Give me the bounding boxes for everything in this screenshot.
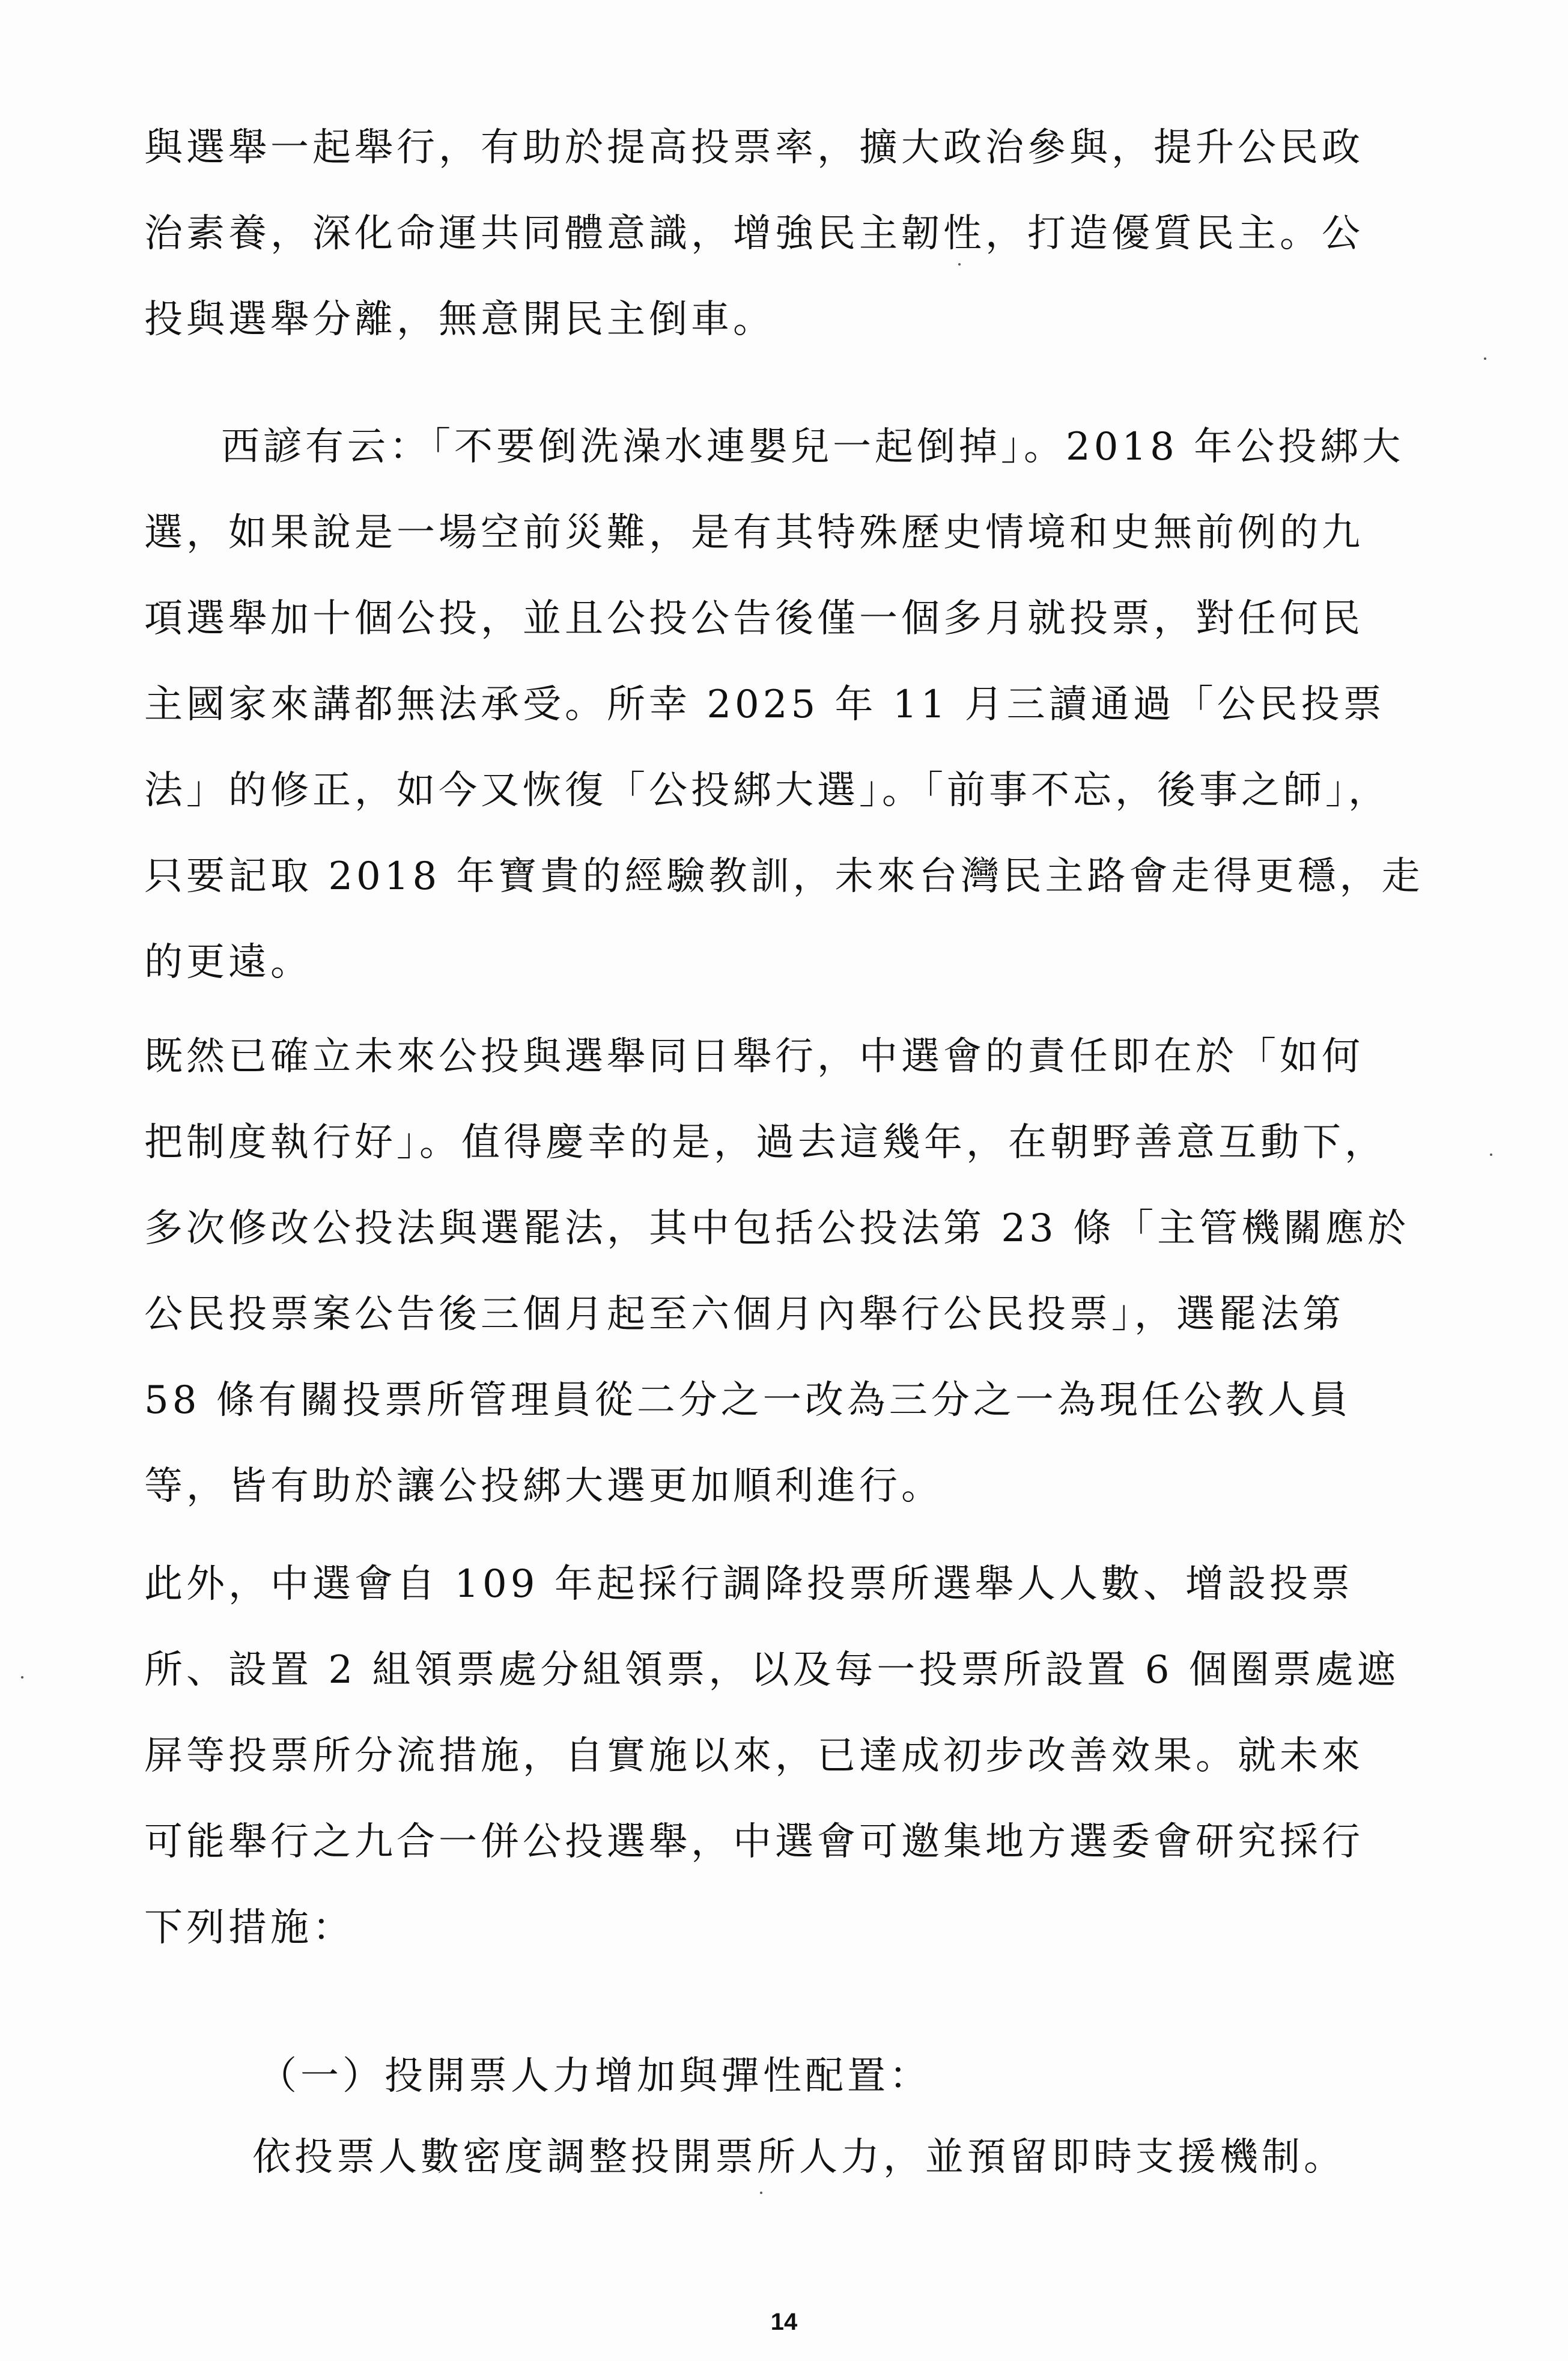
- text-line: 的更遠。: [144, 940, 312, 985]
- text-line: 既然已確立未來公投與選舉同日舉行，中選會的責任即在於「如何: [144, 1035, 1364, 1079]
- text-line: 選，如果說是一場空前災難，是有其特殊歷史情境和史無前例的九: [144, 511, 1364, 555]
- text-line: 58 條有關投票所管理員從二分之一改為三分之一為現任公教人員: [144, 1378, 1352, 1423]
- text-line: 法」的修正，如今又恢復「公投綁大選」。「前事不忘，後事之師」，: [144, 768, 1390, 813]
- text-line: 投與選舉分離，無意開民主倒車。: [144, 297, 775, 342]
- page-number: 14: [770, 2309, 798, 2335]
- scan-speck: [958, 263, 961, 266]
- text-line: 與選舉一起舉行，有助於提高投票率，擴大政治參與，提升公民政: [144, 126, 1364, 170]
- paragraph-4: [144, 1542, 1454, 1971]
- text-line: 所、設置 2 組領票處分組領票，以及每一投票所設置 6 個圈票處遮: [144, 1648, 1399, 1692]
- text-line: 只要記取 2018 年寶貴的經驗教訓，未來台灣民主路會走得更穩，走: [144, 854, 1424, 899]
- text-line: 西諺有云：「不要倒洗澡水連嬰兒一起倒掉」。2018 年公投綁大: [221, 425, 1405, 469]
- paragraph-1: [144, 105, 1454, 363]
- text-line: 項選舉加十個公投，並且公投公告後僅一個多月就投票，對任何民: [144, 597, 1364, 641]
- section-heading: （一）投開票人力增加與彈性配置：: [258, 2054, 931, 2098]
- paragraph-2: [144, 404, 1454, 1006]
- scan-speck: [1490, 1153, 1492, 1156]
- text-line: 屏等投票所分流措施，自實施以來，已達成初步改善效果。就未來: [144, 1734, 1364, 1778]
- text-line: 公民投票案公告後三個月起至六個月內舉行公民投票」，選罷法第: [144, 1292, 1345, 1337]
- text-line: 下列措施：: [144, 1906, 354, 1950]
- text-line: 主國家來講都無法承受。所幸 2025 年 11 月三讀通過「公民投票: [144, 682, 1385, 727]
- text-line: 可能舉行之九合一併公投選舉，中選會可邀集地方選委會研究採行: [144, 1820, 1364, 1864]
- section-body: 依投票人數密度調整投開票所人力，並預留即時支援機制。: [252, 2135, 1346, 2180]
- text-line: 等，皆有助於讓公投綁大選更加順利進行。: [144, 1464, 943, 1509]
- text-line: 把制度執行好」。值得慶幸的是，過去這幾年，在朝野善意互動下，: [144, 1120, 1387, 1165]
- scan-speck: [760, 2192, 762, 2194]
- paragraph-3: [144, 1014, 1454, 1530]
- text-line: 治素養，深化命運共同體意識，增強民主韌性，打造優質民主。公: [144, 211, 1364, 256]
- scan-speck: [21, 1676, 23, 1679]
- text-line: 多次修改公投法與選罷法，其中包括公投法第 23 條「主管機關應於: [144, 1206, 1410, 1251]
- scan-speck: [1484, 357, 1486, 360]
- text-line: 此外，中選會自 109 年起採行調降投票所選舉人人數、增設投票: [144, 1562, 1354, 1606]
